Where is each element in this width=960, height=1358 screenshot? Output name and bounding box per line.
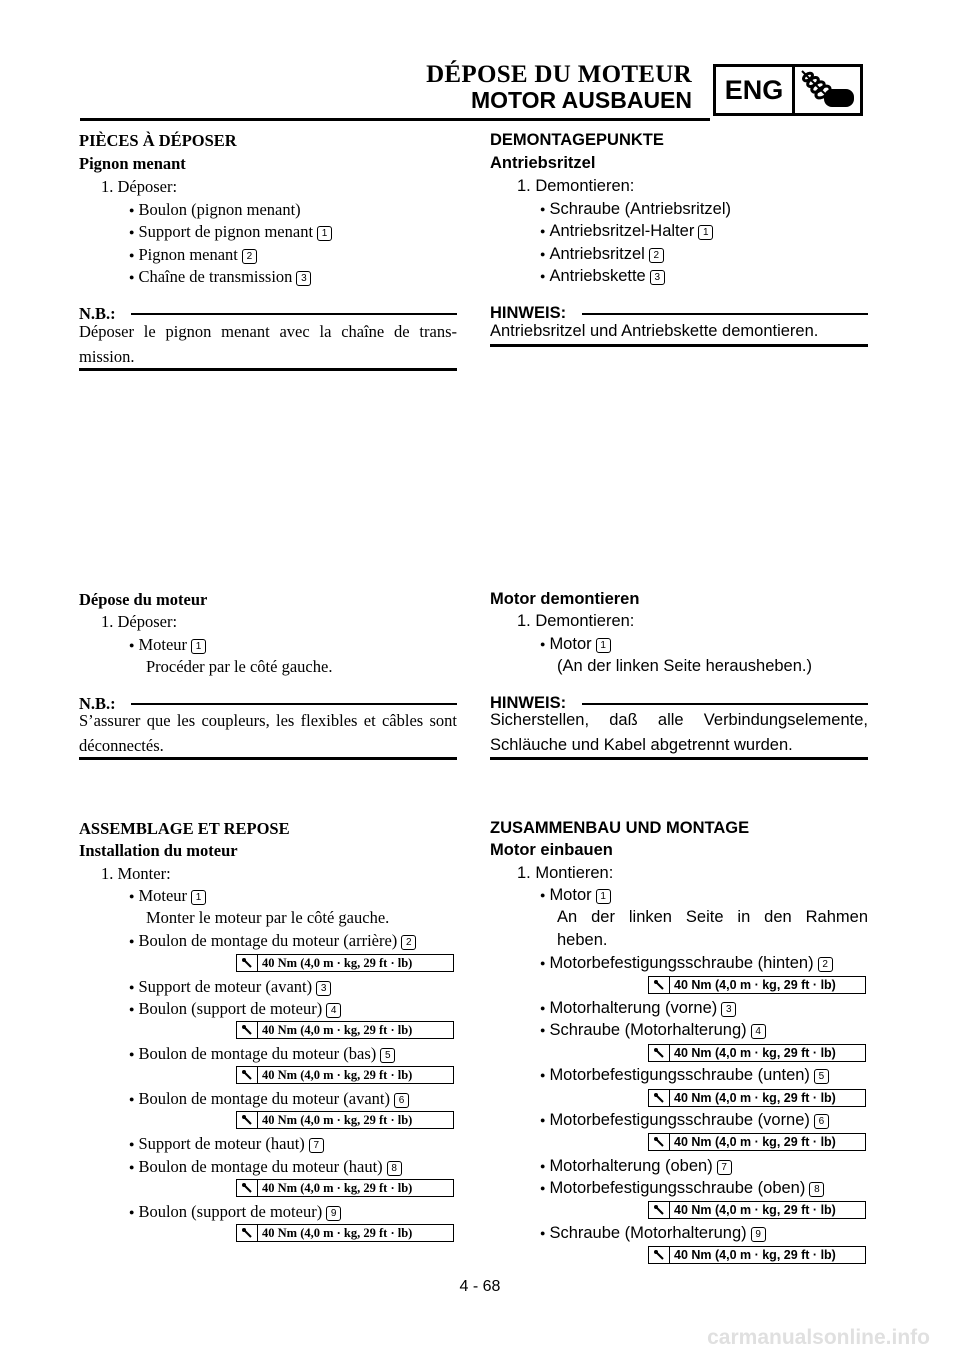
- torque-spec: 40 Nm (4,0 m · kg, 29 ft · lb): [236, 1111, 454, 1129]
- callout-number: 8: [387, 1161, 402, 1176]
- page-title-de: MOTOR AUSBAUEN: [470, 87, 692, 113]
- step-label: 1. Déposer:: [101, 177, 178, 196]
- callout-number: 3: [650, 270, 665, 285]
- callout-number: 2: [649, 248, 664, 263]
- item-detail: Procéder par le côté gauche.: [146, 657, 333, 676]
- section-heading: PIÈCES À DÉPOSER: [79, 131, 237, 150]
- page-number: 4 - 68: [459, 1278, 501, 1295]
- callout-number: 9: [751, 1227, 766, 1242]
- list-item: ● Boulon (support de moteur) 9: [129, 1202, 341, 1222]
- torque-wrench-icon: [649, 1134, 670, 1150]
- note-label: N.B.:: [79, 304, 116, 323]
- callout-number: 2: [818, 957, 833, 972]
- list-item: ● Motorhalterung (oben) 7: [540, 1157, 732, 1176]
- callout-number: 6: [394, 1093, 409, 1108]
- callout-number: 1: [191, 639, 206, 654]
- torque-spec: 40 Nm (4,0 m · kg, 29 ft · lb): [236, 954, 454, 972]
- torque-wrench-icon: [237, 1022, 258, 1038]
- note-label: HINWEIS:: [490, 694, 567, 712]
- list-item: ● Motorhalterung (vorne) 3: [540, 999, 736, 1018]
- note-rule: [582, 703, 868, 705]
- section-heading: ZUSAMMENBAU UND MONTAGE: [490, 819, 750, 837]
- callout-number: 7: [309, 1138, 324, 1153]
- callout-number: 6: [814, 1114, 829, 1129]
- item-detail: heben.: [557, 931, 608, 949]
- list-item: ● Boulon de montage du moteur (bas) 5: [129, 1044, 395, 1064]
- item-detail: Monter le moteur par le côté gauche.: [146, 908, 390, 927]
- torque-wrench-icon: [237, 1180, 258, 1196]
- note-text: Antriebsritzel und Antriebskette demontieren.: [490, 322, 819, 340]
- list-item: ● Chaîne de transmission 3: [129, 267, 311, 287]
- callout-number: 8: [809, 1182, 824, 1197]
- note-rule: [131, 313, 457, 315]
- torque-spec: 40 Nm (4,0 m · kg, 29 ft · lb): [236, 1021, 454, 1039]
- subsection-heading: Dépose du moteur: [79, 590, 208, 609]
- callout-number: 5: [380, 1048, 395, 1063]
- torque-spec: 40 Nm (4,0 m · kg, 29 ft · lb): [236, 1224, 454, 1242]
- step-label: 1. Monter:: [101, 864, 171, 883]
- subsection-heading: Pignon menant: [79, 154, 186, 173]
- subsection-heading: Installation du moteur: [79, 841, 238, 860]
- torque-wrench-icon: [237, 955, 258, 971]
- note-end-rule: [490, 344, 868, 347]
- list-item: ● Support de moteur (haut) 7: [129, 1134, 324, 1154]
- callout-number: 9: [326, 1206, 341, 1221]
- list-item: ● Boulon de montage du moteur (avant) 6: [129, 1089, 409, 1109]
- section-badge-label: ENG: [724, 74, 784, 105]
- note-text: Sicherstellen, daß alle Verbindungselemente, Schläuche und Kabel abgetrennt wurden.: [490, 711, 868, 754]
- torque-wrench-icon: [237, 1067, 258, 1083]
- callout-number: 1: [191, 890, 206, 905]
- list-item: ● Schraube (Motorhalterung) 9: [540, 1224, 766, 1243]
- note-rule: [131, 703, 457, 705]
- callout-number: 1: [698, 225, 713, 240]
- step-label: 1. Demontieren:: [517, 177, 635, 195]
- torque-wrench-icon: [649, 1045, 670, 1061]
- torque-wrench-icon: [237, 1225, 258, 1241]
- note-text: S’assurer que les coupleurs, les flexibles et câbles sont déconnectés.: [79, 711, 457, 755]
- subsection-heading: Antriebsritzel: [490, 154, 596, 172]
- list-item: ● Motor 1: [540, 886, 611, 905]
- list-item: ● Boulon (support de moteur) 4: [129, 999, 341, 1019]
- torque-spec: 40 Nm (4,0 m · kg, 29 ft · lb): [648, 1089, 866, 1107]
- torque-wrench-icon: [237, 1112, 258, 1128]
- torque-spec: 40 Nm (4,0 m · kg, 29 ft · lb): [236, 1179, 454, 1197]
- step-label: 1. Déposer:: [101, 612, 178, 631]
- torque-spec: 40 Nm (4,0 m · kg, 29 ft · lb): [236, 1066, 454, 1084]
- note-end-rule: [79, 757, 457, 760]
- list-item: ● Support de moteur (avant) 3: [129, 977, 331, 997]
- step-label: 1. Montieren:: [517, 864, 614, 882]
- section-heading: ASSEMBLAGE ET REPOSE: [79, 819, 290, 838]
- torque-wrench-icon: [649, 1247, 670, 1263]
- callout-number: 3: [721, 1002, 736, 1017]
- list-item: ● Moteur 1: [129, 635, 206, 655]
- subsection-heading: Motor einbauen: [490, 841, 613, 859]
- item-detail: (An der linken Seite herausheben.): [557, 657, 812, 675]
- torque-wrench-icon: [649, 1202, 670, 1218]
- torque-spec: 40 Nm (4,0 m · kg, 29 ft · lb): [648, 1044, 866, 1062]
- torque-spec: 40 Nm (4,0 m · kg, 29 ft · lb): [648, 976, 866, 994]
- callout-number: 3: [296, 271, 311, 286]
- list-item: ● Antriebskette 3: [540, 267, 665, 286]
- note-label: HINWEIS:: [490, 304, 567, 322]
- note-rule: [582, 313, 868, 315]
- list-item: ● Schraube (Motorhalterung) 4: [540, 1021, 766, 1040]
- callout-number: 4: [326, 1003, 341, 1018]
- section-heading: DEMONTAGEPUNKTE: [490, 131, 664, 149]
- callout-number: 1: [596, 638, 611, 653]
- list-item: ● Boulon de montage du moteur (arrière) 2: [129, 931, 416, 951]
- callout-number: 1: [596, 889, 611, 904]
- column-german: [490, 0, 868, 1300]
- list-item: ● Support de pignon menant 1: [129, 222, 332, 242]
- list-item: ● Schraube (Antriebsritzel): [540, 200, 731, 219]
- page-title-fr: DÉPOSE DU MOTEUR: [426, 61, 692, 88]
- callout-number: 2: [401, 935, 416, 950]
- torque-spec: 40 Nm (4,0 m · kg, 29 ft · lb): [648, 1201, 866, 1219]
- torque-spec: 40 Nm (4,0 m · kg, 29 ft · lb): [648, 1246, 866, 1264]
- list-item: ● Pignon menant 2: [129, 245, 257, 265]
- callout-number: 3: [316, 981, 331, 996]
- note-label: N.B.:: [79, 694, 116, 713]
- list-item: ● Antriebsritzel-Halter 1: [540, 222, 713, 241]
- callout-number: 5: [814, 1069, 829, 1084]
- callout-number: 2: [242, 249, 257, 264]
- torque-spec: 40 Nm (4,0 m · kg, 29 ft · lb): [648, 1133, 866, 1151]
- list-item: ● Motorbefestigungsschraube (hinten) 2: [540, 954, 833, 973]
- list-item: ● Motorbefestigungsschraube (oben) 8: [540, 1179, 824, 1198]
- list-item: ● Boulon de montage du moteur (haut) 8: [129, 1157, 402, 1177]
- note-text: Déposer le pignon menant avec la chaîne de trans-mission.: [79, 322, 457, 366]
- note-end-rule: [79, 368, 457, 371]
- list-item: ● Antriebsritzel 2: [540, 245, 664, 264]
- list-item: ● Motor 1: [540, 635, 611, 654]
- step-label: 1. Demontieren:: [517, 612, 635, 630]
- list-item: ● Motorbefestigungsschraube (unten) 5: [540, 1066, 829, 1085]
- list-item: ● Moteur 1: [129, 886, 206, 906]
- watermark: carmanualsonline.info: [707, 1326, 930, 1349]
- callout-number: 1: [317, 226, 332, 241]
- list-item: ● Boulon (pignon menant): [129, 200, 301, 220]
- callout-number: 7: [717, 1160, 732, 1175]
- column-french: [79, 0, 457, 1300]
- list-item: ● Motorbefestigungsschraube (vorne) 6: [540, 1111, 829, 1130]
- torque-wrench-icon: [649, 1090, 670, 1106]
- note-end-rule: [490, 757, 868, 760]
- item-detail: An der linken Seite in den Rahmen: [557, 908, 868, 926]
- callout-number: 4: [751, 1024, 766, 1039]
- subsection-heading: Motor demontieren: [490, 590, 640, 608]
- torque-wrench-icon: [649, 977, 670, 993]
